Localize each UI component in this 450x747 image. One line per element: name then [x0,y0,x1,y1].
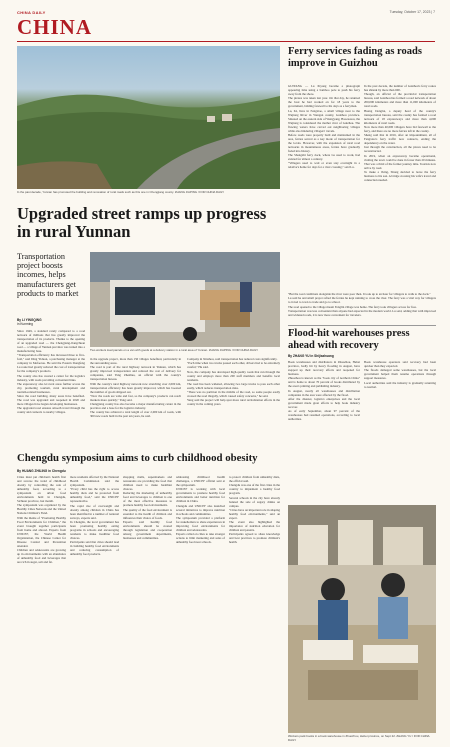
chengdu-headline: Chengdu symposium aims to curb childhood obesity [17,452,258,464]
upgraded-body-col2: in the upgrade project, more than 150 villages benefited, particularly in the surrounding areas. The road is part of the rural highway network in Yunnan, which has greatly improved transportation and reduced the cost of delivery for companies, said Yang Zhenhua, an official with the county's transportation bureau. With the county's rural highway network now stretching over 2,000 km, transportation efficiency has been greatly improved, which has boosted the number of goods shipped out. "Now the roads are wide and fast, so the company's products can reach markets more quickly," Yang said. Chengjiang county has also become a major manufacturing center in the province and a base for the logistics industry. The county has achieved a total length of over 2,000 km of roads, with 300 new roads built in the past ten years, he said. [90,357,181,419]
upgraded-body-col1: Since 1949, a standard rarely compared to a road network of millions that has greatly improved the transportation of its products. Thanks to the opening of an upgraded road — the Chengjiang-Jiangchuan road — a village of Yunnan province was turned into a manufacturing base. "Transportation efficiency has increased three to five-fold," said Ding Yiduan, a purchasing manager at the company in Mofaotou. He said the Eastern Dongfeng Lu route had greatly reduced the cost of transportation for the company's products. The county also has created a center for the logistics industry, with roads providing convenient links. The expressway also let rural areas further access the city, promoting tourism, rural development and tourism-related businesses. Since the road building, many areas have benefited. The road was upgraded and reopened in 2020 and more villages have begun developing businesses. The upgraded road ensures smooth travel through the county and connects to nearby villages. [17,329,85,415]
mid-photo-caption: Two workers load parcels on a van with goods at a delivery station in a rural area of Yunnan. ZHANG JIAPING / FOR CHINA DAILY [90,348,259,352]
ferry-body-col1: GUIYANG — Lu Xiyang became a photograph appearing time using a bamboo pole to push his ferry away from the shore. The pirates was taken last year. On that day, he returned the boat he had worked on for 18 years to the government, bidding farewell to his days as a ferryman. Lu, 64, lives in Fengxiao, a small village near to the Wujiang River in Wengan county, Guizhou province. Situated on the eastern side of Wengyang, Haozaotou, the Wujiang is considered the mother river of Guizhou. The flowing waters have carved out neighboring villages while also hindering villagers' travels. Before roads were properly built and maintained in the area, ferries served as a key mode of transportation for the locals. However, with the expansion of rural road networks in mountainous areas, ferries have gradually faded into history. The Shangzhi ferry dock, where Lu used to work, had existed for almost a century. "Villagers used to wait or even stay overnight in a relative's home for days for a river crossing," said Lu. [288,84,360,170]
section-title: CHINA [17,15,93,39]
delivery-van-image [90,252,280,347]
flood-divider [288,325,436,326]
ferry-headline: Ferry services fading as roads improve in Guizhou [288,46,422,69]
road-landscape-image [17,46,280,189]
book-warehouse-photo [288,505,436,733]
ferry-body-col2: In the past decade, the number of Guizhou's ferry routes has shrunk by more than 600. Though, an official of the provincial transportation bureau, said Guizhou has formed a road network of about 200,000 kilometers and more than 11,000 kilometers of rural roads. Huang Donglai, a deputy head of the county's transportation bureau, said the county has formed a road network of 18 expressways and more than 4,000 kilometers of rural roads. Now more than 40,000 villagers have bid farewell to the ferry, and there are no more ferries left in the county. Sheng said that in 2016, after an impoundment, all of Fengxiao's ferry traffic now connects, ending the dependency on the water. Just through the construction, all the places need to be reconstructed. In 2019, when an expressway became operational, visiting the town could be done in fewer than 20 minutes. That was a third of the former journey time. Tourists now arrive by road. To make a living, Shang decided to leave the ferry business to his son. A bridge crossing his wife's travel and connection needed. [364,84,436,183]
upgraded-subhead: Transportation project boosts incomes, helps manufacturers get products to market [17,252,79,298]
delivery-van-photo [90,252,280,347]
upgraded-headline: Upgraded street ramps up progress in rural Yunnan [17,204,267,241]
upgraded-byline-author: By LI YINGQING [17,318,42,322]
date-line: Tuesday, October 17, 2023 | 7 [389,10,435,14]
chengdu-col1: Cities must put children's health first and reverse the trend of childhood obesity by controlling the sale of unhealthy food, according to a symposium on urban food environments held in Chengdu, Sichuan province, last month. The symposium was organized by the Healthy Cities Network and the United Nations Children's Fund. With the theme of "Promoting Healthy Food Environments for Children," the event brought together participants from home and abroad. Experts from UNICEF, the World Health Organization, the Chinese Center for Disease Control and Prevention attended. Children and adolescents are growing up in environments with an abundance of unhealthy food and beverages that are rich in sugar, salt and fat. [17,475,66,564]
china-daily-logo: CHINA DAILY [17,10,46,15]
warehouse-workers-image [288,505,436,733]
chengdu-byline: By HUANG ZHILING in Chengdu [17,469,66,473]
ferry-body-extra: "But the road conditions alongside the river were poor then. It took up to an hour for villagers to walk to the dock." Lu said he and small prayer rafted the ferries he kept running to cross the river. The ferry was a vital way for villagers to travel to town to trade and go to school. The road opened to the village meant Fenglin village was home. The ferry took villagers across for free. Transportation was less convenient than anyone had expected in the modern world. Lu said, adding that with improved and widened roads, it is now more convenient for travelers. [288,292,436,317]
masthead-rule [17,41,435,42]
chengdu-col2: more residents affected by the National Health Commission said the symposium. "Every child has the right to access healthy diets and be protected from unhealthy food," said the UNICEF representative. The rapid rise of overweight and obesity among children in China has been identified in a number of national surveys, experts said. In Chengdu, the local government has been promoting healthy eating programs in schools and encouraging residents to make healthier food choices. Participants said that cities should lead in building healthy food environments and reducing consumption of unhealthy food products. [70,475,119,557]
chengdu-col3: shopping malls, supermarkets and restaurants are providing the food that children need to make healthier choices. Reducing the marketing of unhealthy food and beverages to children is one of the most effective measures to promote healthy food environments. The quality of the food environment is essential to the health of children and influences their choice of foods. Experts said healthy food environments should be created through legislation and cooperation among government departments, businesses and communities. [123,475,172,540]
flood-body-col1: Book warehouses and distributors in Zhuozhou, Hebei province, badly hit by heavy flooding in August, have stepped up their recovery efforts and reopened for business. Zhuozhou is known as the "book city of northern China" and is home to about 70 percent of books distributed by the area's printing and publishing industry. In August, nearly all warehouses and distribution companies in the area were affected by the flood. After the disaster, logistics enterprises and the local government made great efforts to help book industry recover. As of early September, about 97 percent of the warehouses had resumed operations, according to local authorities. [288,360,360,422]
flood-headline: Flood-hit warehouses press ahead with recovery [288,328,410,351]
top-road-photo [17,46,280,189]
flood-byline: By ZHANG YU in Shijiazhuang [288,354,334,358]
upgraded-byline-place: in Kunming [17,322,33,326]
chengdu-col5: to protect children from unhealthy diets, the official said. Chengdu was one of the first cities in the country to implement a healthy food program. Several schools in the city have already banned the sale of sugary drinks on campus. "Cities have an important role in shaping healthy food environments," said an expert. The event also highlighted the importance of nutrition education for children and parents. Participants agreed to share knowledge and best practices to promote children's health. [229,475,280,545]
upgraded-body-col3: Company in Xinzhou, said transportation has reduced costs significantly. "Each time when two trucks passed each other, drivers had to be extremely careful," Hu said. Now, the company has developed high-quality roads that run through the county and employs more than 200 staff members and benefits local residents. The road has been widened, allowing two large trucks to pass each other easily, which reduces transportation risks. "There was no partition in the middle of the road, so some people easily crossed the road illegally, which caused safety concerns," he said. Yang said the project will help spur more rural revitalization efforts in the county in the coming years. [187,357,280,407]
flood-body-col2: Book warehouse operators said recovery had been quicker than they expected. The floods damaged some warehouses, but the local government helped them resume operations through support measures. Local authorities said the industry is gradually returning to normal. [364,360,436,389]
top-photo-caption: In the past decade, Yunnan has promoted the building and renovation of rural roads such as this one in Chengjiang county. ZHANG JIAPING / FOR CHINA DAILY [17,190,225,194]
chengdu-col4: addressing childhood health challenges, a UNICEF official said at the symposium. UNICEF is working with local governments to promote healthy food environments and better nutrition for children in China. Chengdu and UNICEF also launched several initiatives to improve nutrition in schools and communities. The symposium provided a platform for stakeholders to share experiences in improving food environments for children and adolescents. Experts called on cities to take stronger actions to limit marketing and sales of unhealthy food near schools. [176,475,225,545]
flood-photo-caption: Workers pack books in a book warehouse in Zhuozhou, Hebei province, on Sept 22. ZHANG YU / FOR CHINA DAILY [288,734,430,742]
